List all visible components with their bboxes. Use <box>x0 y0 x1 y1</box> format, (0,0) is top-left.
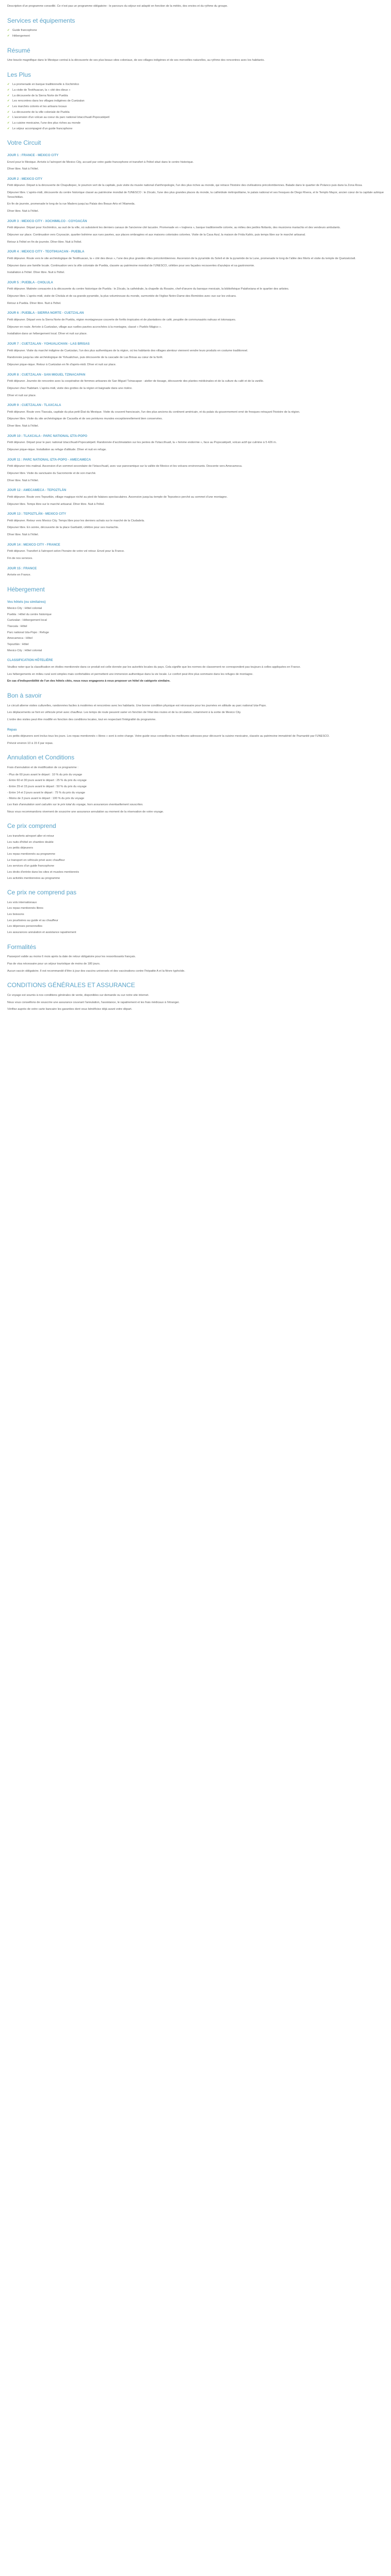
tour-day <box>7 488 384 506</box>
list-item: Les activités mentionnées au programme <box>7 876 60 880</box>
tour-day-text: Petit déjeuner. Route vers le site archéologique de Teotihuacan, la « cité des dieux », l'une des plus grandes villes précolombiennes. Ascension de la pyramide du Soleil et de la pyramide de la Lune, promenade le long de l'allée des Morts et visite du temple de Quetzalcóatl. <box>7 257 356 260</box>
tour-day <box>7 311 384 336</box>
list-item: Amecameca : Hôtel <box>7 637 32 640</box>
list-item: Les assurances annulation et assistance rapatriement <box>7 931 76 935</box>
list-item: - Entre 60 et 30 jours avant le départ : 25 % du prix du voyage <box>7 779 87 783</box>
tour-day-text: Déjeuner libre. L'après-midi, visite de Cholula et de sa grande pyramide, la plus volumineuse du monde, surmontée de l'église Notre-Dame-des-Remèdes avec vue sur les volcans. <box>7 295 237 298</box>
list-item: ✔ Les marchés colorés et les artisans locaux <box>7 105 384 109</box>
list-item: - Entre 29 et 15 jours avant le départ : 50 % du prix du voyage <box>7 785 87 789</box>
list-item: Les droits d'entrée dans les sites et musées mentionnés <box>7 870 79 874</box>
tour-day-text: Petit déjeuner. Transfert à l'aéroport selon l'horaire de votre vol retour. Envol pour la France. <box>7 550 125 553</box>
classification-text: Veuillez noter que la classification en étoiles mentionnée dans ce produit est celle donnée par les autorités locales du pays. Cela signifie que les normes de classement ne correspondent pas toujours à celles appliquées en France. <box>7 666 301 669</box>
annulation-note: Les frais d'annulation sont calculés sur le prix total du voyage, hors assurances éventuellement souscrites. <box>7 803 143 806</box>
prix-ne-comprend-list <box>7 901 384 935</box>
services-list <box>7 28 384 38</box>
hebergement-subtitle: Vos hôtels (ou similaires) <box>7 600 46 604</box>
tour-day-title: JOUR 1 : FRANCE - MEXICO CITY <box>7 153 59 157</box>
list-item: Les pourboires au guide et au chauffeur <box>7 919 58 922</box>
tour-title: Votre Circuit <box>7 139 41 147</box>
tour-day-text: Déjeuner chez l'habitant. L'après-midi, visite des grottes de la région et baignade dans une rivière. <box>7 386 133 390</box>
tour-day-title: JOUR 12 : AMECAMECA - TEPOZTLÁN <box>7 488 67 493</box>
tour-day <box>7 403 384 429</box>
conditions-text: Ce voyage est soumis à nos conditions générales de vente, disponibles sur demande ou sur notre site internet. <box>7 993 149 997</box>
info-text: Les déplacements se font en véhicule privé avec chauffeur. Les temps de route peuvent varier en fonction de l'état des routes et de la circulation, notamment à la sortie de Mexico City. <box>7 711 241 715</box>
tour-day-text: Petit déjeuner. Départ à la découverte de Chapultepec, le poumon vert de la capitale, puis visite du musée national d'anthropologie, l'un des plus riches au monde, qui retrace l'histoire des civilisations précolombiennes. Balade dans le quartier de Polanco puis dans la Zona Rosa. <box>7 184 363 188</box>
list-item: Les transferts aéroport aller et retour <box>7 834 54 838</box>
formalites-text: Passeport valide au moins 6 mois après la date de retour obligatoire pour les ressortissants français. <box>7 955 136 959</box>
tour-day-text: Dîner libre. Nuit à l'hôtel. <box>7 425 39 428</box>
tour-day <box>7 372 384 398</box>
intro-text: Description d'un programme conseillé. Ce n'est pas un programme obligatoire : le parcours du séjour est adapté en fonction de la météo, des envies et du rythme du groupe. <box>7 5 228 8</box>
tour-day <box>7 512 384 537</box>
annulation-list <box>7 773 384 801</box>
tour-day-title: JOUR 7 : CUETZALAN - YOHUALICHAN - LAS BRISAS <box>7 342 90 346</box>
info-text: L'ordre des visites peut être modifié en fonction des conditions locales, tout en respectant l'intégralité du programme. <box>7 718 156 721</box>
tour-day-title: JOUR 2 : MEXICO CITY <box>7 177 43 181</box>
tour-day-text: Déjeuner sur place. Continuation vers Coyoacán, quartier bohème aux rues pavées, aux places ombragées et aux maisons coloniales colorées. Visite de la Casa Azul, la maison de Frida Kahlo, puis temps libre sur le marché artisanal. <box>7 233 306 236</box>
classification-text: Les hébergements en milieu rural sont simples mais confortables et permettent une immersion authentique dans la vie locale. Le confort peut être plus sommaire dans les refuges de montagne. <box>7 672 253 676</box>
list-item: Les services d'un guide francophone <box>7 865 54 868</box>
prix-comprend-title: Ce prix comprend <box>7 822 56 830</box>
list-item: Cuetzalan : Hébergement local <box>7 619 47 622</box>
tour-day-title: JOUR 6 : PUEBLA - SIERRA NORTE - CUETZALAN <box>7 311 84 315</box>
tour-day-text: Arrivée en France. <box>7 573 31 577</box>
list-item: Les repas mentionnés libres <box>7 907 43 910</box>
tour-day-text: Déjeuner libre. Visite du sanctuaire du Sacromonte et de son marché. <box>7 471 96 475</box>
tour-days <box>7 153 384 578</box>
tour-day <box>7 342 384 367</box>
list-item: - Moins de 3 jours avant le départ : 100 % du prix du voyage <box>7 797 85 801</box>
tour-day-text: Installation dans un hébergement local. Dîner et nuit sur place. <box>7 332 88 336</box>
tour-day-text: Déjeuner libre. Visite du site archéologique de Cacaxtla et de ses peintures murales exceptionnellement bien conservées. <box>7 417 163 421</box>
tour-day-text: Petit déjeuner. Retour vers Mexico City. Temps libre pour les derniers achats sur le marché de la Ciudadela. <box>7 519 145 522</box>
list-item: ✔ Le séjour accompagné d'un guide francophone <box>7 127 384 131</box>
list-item: ✔ La découverte de la ville coloniale de Puebla <box>7 110 384 115</box>
tour-day-text: Dîner libre. Nuit à l'hôtel. <box>7 167 39 171</box>
formalites-text: Pas de visa nécessaire pour un séjour touristique de moins de 180 jours. <box>7 962 101 965</box>
info-text: Le circuit alterne visites culturelles, randonnées faciles à modérées et rencontres avec les habitants. Une bonne condition physique est nécessaire pour les journées en altitude au parc national Izta-Popo. <box>7 704 267 707</box>
tour-day-title: JOUR 10 : TLAXCALA - PARC NATIONAL IZTA-POPO <box>7 434 88 438</box>
list-item: ✔ Les rencontres dans les villages indigènes de Cuetzalan <box>7 99 384 104</box>
tour-day-text: Randonnée jusqu'au site archéologique de Yohualichan, puis découverte de la cascade de Las Brisas au cœur de la forêt. <box>7 356 164 360</box>
hebergement-title: Hébergement <box>7 585 45 593</box>
list-item: Le transport en véhicule privé avec chauffeur <box>7 858 65 862</box>
conditions-title: CONDITIONS GÉNÉRALES ET ASSURANCE <box>7 981 135 989</box>
tour-day-text: Petit déjeuner. Journée de rencontre avec la coopérative de femmes artisanes de San Miguel Tzinacapan : atelier de tissage, découverte des plantes médicinales et de la culture du café et de la vanille. <box>7 380 264 383</box>
tour-day-text: Petit déjeuner. Départ vers la Sierra Norte de Puebla, région montagneuse couverte de forêts tropicales et de plantations de café, peuplée de communautés nahuas et totonaques. <box>7 318 236 322</box>
tour-day-title: JOUR 13 : TEPOZTLÁN - MEXICO CITY <box>7 512 67 516</box>
tour-day <box>7 153 384 172</box>
tour-day <box>7 566 384 578</box>
tour-day-text: Envol pour le Mexique. Arrivée à l'aéroport de Mexico City, accueil par votre guide francophone et transfert à l'hôtel situé dans le centre historique. <box>7 160 194 164</box>
list-item: Les petits déjeuners <box>7 846 34 850</box>
list-item: Puebla : Hôtel du centre historique <box>7 613 52 616</box>
tour-day-text: Déjeuner pique-nique. Installation au refuge d'altitude. Dîner et nuit en refuge. <box>7 448 107 452</box>
tour-day-text: Fin de nos services. <box>7 557 33 561</box>
formalites-title: Formalités <box>7 943 37 951</box>
prix-comprend-list <box>7 834 384 880</box>
tour-day-text: Petit déjeuner. Visite du marché indigène de Cuetzalan, l'un des plus authentiques de la région, où les habitants des villages alentour viennent vendre leurs produits en costume traditionnel. <box>7 349 248 352</box>
tour-day <box>7 280 384 306</box>
list-item: Les boissons <box>7 913 24 917</box>
tour-day-title: JOUR 4 : MEXICO CITY - TEOTIHUACAN - PUEBLA <box>7 250 85 254</box>
tour-day-text: Petit déjeuner. Départ pour Xochimilco, au sud de la ville, où subsistent les derniers canaux de l'ancienne cité lacustre. Promenade en « trajinera », barque traditionnelle colorée, au milieu des jardins flottants, des musiciens mariachis et des vendeurs ambulants. <box>7 226 341 230</box>
repas-text: Prévoir environ 10 à 15 € par repas. <box>7 741 54 745</box>
repas-text: Les petits déjeuners sont inclus tous les jours. Les repas mentionnés « libres » sont à votre charge. Votre guide vous conseillera les meilleures adresses pour découvrir la cuisine mexicaine, classée au patrimoine immatériel de l'humanité par l'UNESCO. <box>7 735 330 738</box>
plus-title: Les Plus <box>7 71 31 78</box>
list-item: ✔ Guide francophone <box>7 28 384 33</box>
tour-day <box>7 543 384 561</box>
tour-day-text: Déjeuner dans une famille locale. Continuation vers la ville coloniale de Puebla, classée au patrimoine mondial de l'UNESCO, célèbre pour ses façades recouvertes d'azulejos et sa gastronomie. <box>7 264 255 267</box>
list-item: ✔ La cuisine mexicaine, l'une des plus riches au monde <box>7 121 384 126</box>
list-item: ✔ Hébergement <box>7 34 384 39</box>
list-item: ✔ La visite de Teotihuacan, la « cité des dieux » <box>7 88 384 93</box>
list-item: ✔ L'ascension d'un volcan au coeur du parc national Iztaccíhuatl-Popocatépetl <box>7 115 384 120</box>
tour-day-text: Dîner libre. Nuit à l'hôtel. <box>7 479 39 482</box>
tour-day-text: Retour à Puebla. Dîner libre. Nuit à l'hôtel. <box>7 301 61 305</box>
classification-text <box>7 679 384 684</box>
tour-day-title: JOUR 14 : MEXICO CITY - FRANCE <box>7 543 60 547</box>
tour-day-text: Déjeuner libre. L'après-midi, découverte du centre historique classé au patrimoine mondial de l'UNESCO : le Zócalo, l'une des plus grandes places du monde, la cathédrale métropolitaine, le palais national et ses fresques de Diego Rivera, et le Templo Mayor, ancien cœur de la capitale aztèque Tenochtitlan. <box>7 191 384 199</box>
tour-day <box>7 434 384 452</box>
hebergement-list <box>7 606 384 653</box>
tour-day-title: JOUR 11 : PARC NATIONAL IZTA-POPO - AMECAMECA <box>7 457 91 462</box>
list-item: Les dépenses personnelles <box>7 925 43 928</box>
list-item: Mexico City : Hôtel colonial <box>7 607 42 611</box>
list-item: Les vols internationaux <box>7 901 37 904</box>
list-item: ✔ La promenade en barque traditionnelle à Xochimilco <box>7 82 384 87</box>
resume-title: Résumé <box>7 46 30 54</box>
tour-day-text: Dîner libre. Nuit à l'hôtel. <box>7 210 39 213</box>
resume-text: Une boucle magnifique dans le Mexique central à la découverte de ses plus beaux sites coloniaux, de ses villages indigènes et de ses merveilles naturelles, au rythme des rencontres avec les habitants. <box>7 59 265 62</box>
list-item: - Entre 14 et 3 jours avant le départ : 75 % du prix du voyage <box>7 791 85 794</box>
tour-day <box>7 177 384 214</box>
tour-day-text: Petit déjeuner. Route vers Tlaxcala, capitale du plus petit État du Mexique. Visite du couvent franciscain, l'un des plus anciens du continent américain, et du palais du gouvernement orné de fresques retraçant l'histoire de la région. <box>7 410 300 414</box>
formalites-text: Aucun vaccin obligatoire. Il est recommandé d'être à jour des vaccins universels et des vaccinations contre l'hépatite A et la fièvre typhoïde. <box>7 969 185 973</box>
tour-day-text: Installation à l'hôtel. Dîner libre. Nuit à l'hôtel. <box>7 271 65 275</box>
tour-day-text: Déjeuner libre. Temps libre sur le marché artisanal. Dîner libre. Nuit à l'hôtel. <box>7 502 105 506</box>
tour-day-title: JOUR 15 : FRANCE <box>7 566 37 570</box>
tour-day-text: Dîner et nuit sur place. <box>7 394 37 397</box>
list-item: Tepoztlán : Hôtel <box>7 643 29 647</box>
tour-day-title: JOUR 8 : CUETZALAN - SAN MIGUEL TZINACAPAN <box>7 372 86 377</box>
list-item: Mexico City : Hôtel colonial <box>7 649 42 652</box>
conditions-text: Vérifiez auprès de votre carte bancaire les garanties dont vous bénéficiez déjà avant votre départ. <box>7 1008 133 1011</box>
tour-day-text: Dîner libre. Nuit à l'hôtel. <box>7 533 39 537</box>
tour-day-title: JOUR 3 : MEXICO CITY - XOCHIMILCO - COYOACÁN <box>7 219 87 223</box>
tour-day-text: Petit déjeuner très matinal. Ascension d'un sommet secondaire de l'Iztaccíhuatl, avec vue panoramique sur la vallée de Mexico et les volcans environnants. Descente vers Amecameca. <box>7 465 242 468</box>
tour-day-text: Petit déjeuner. Route vers Tepoztlán, village magique niché au pied de falaises spectaculaires. Ascension jusqu'au temple de Tepozteco perché au sommet d'une montagne. <box>7 495 228 499</box>
tour-day-text: Déjeuner libre. En soirée, découverte de la place Garibaldi, célèbre pour ses mariachis. <box>7 526 119 530</box>
list-item: - Plus de 60 jours avant le départ : 10 % du prix du voyage <box>7 773 83 776</box>
annulation-title: Annulation et Conditions <box>7 754 75 761</box>
tour-day <box>7 249 384 275</box>
plus-list <box>7 82 384 131</box>
tour-day-text: En fin de journée, promenade le long de la rue Madero jusqu'au Palais des Beaux-Arts et l'Alameda. <box>7 202 136 206</box>
classification-title: CLASSIFICATION HÔTELIÈRE <box>7 658 53 663</box>
repas-title: Repas <box>7 727 17 732</box>
tour-day-text: Petit déjeuner. Matinée consacrée à la découverte du centre historique de Puebla : le Zócalo, la cathédrale, la chapelle du Rosaire, chef-d'œuvre du baroque mexicain, la bibliothèque Palafoxiana et le quartier des artistes. <box>7 287 289 291</box>
annulation-text: Nous vous recommandons vivement de souscrire une assurance annulation au moment de la réservation de votre voyage. <box>7 810 164 814</box>
tour-day-title: JOUR 9 : CUETZALAN - TLAXCALA <box>7 403 61 408</box>
tour-day-text: Retour à l'hôtel en fin de journée. Dîner libre. Nuit à l'hôtel. <box>7 240 82 244</box>
classification-note: En cas d'indisponibilité de l'un des hôtels cités, nous nous engageons à vous proposer un hôtel de catégorie similaire. <box>7 680 171 683</box>
prix-ne-comprend-title: Ce prix ne comprend pas <box>7 889 77 896</box>
tour-day-text: Déjeuner pique-nique. Retour à Cuetzalan en fin d'après-midi. Dîner et nuit sur place. <box>7 363 117 366</box>
conditions-text: Nous vous conseillons de souscrire une assurance couvrant l'annulation, l'assistance, le rapatriement et les frais médicaux à l'étranger. <box>7 1001 180 1004</box>
list-item: Parc national Izta-Popo : Refuge <box>7 631 49 634</box>
tour-day-title: JOUR 5 : PUEBLA - CHOLULA <box>7 280 53 284</box>
tour-day-text: Déjeuner en route. Arrivée à Cuetzalan, village aux ruelles pavées accrochées à la montagne, classé « Pueblo Mágico ». <box>7 325 162 329</box>
tour-day-text: Petit déjeuner. Départ pour le parc national Iztaccíhuatl-Popocatépetl. Randonnée d'acclimatation sur les pentes de l'Iztaccíhuatl, la « femme endormie », face au Popocatépetl, volcan actif qui culmine à 5 426 m. <box>7 441 277 445</box>
services-title: Services et équipements <box>7 16 75 24</box>
tour-day <box>7 219 384 245</box>
page <box>0 0 391 1025</box>
info-title: Bon à savoir <box>7 691 42 699</box>
list-item: Tlaxcala : Hôtel <box>7 625 27 629</box>
list-item: Les repas mentionnés au programme <box>7 852 55 856</box>
annulation-intro: Frais d'annulation et de modification de ce programme : <box>7 766 78 770</box>
tour-day <box>7 457 384 483</box>
list-item: Les nuits d'hôtel en chambre double <box>7 840 54 844</box>
list-item: ✔ La découverte de la Sierra Norte de Puebla <box>7 94 384 98</box>
